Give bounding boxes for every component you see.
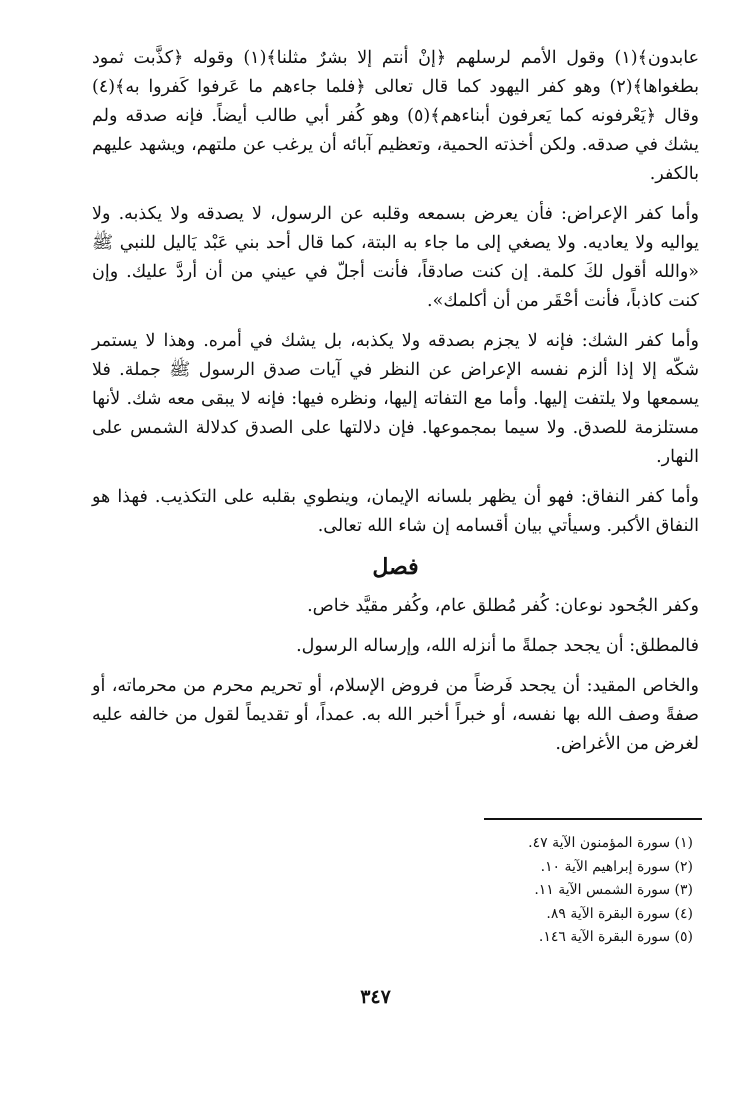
paragraph-muqayyad: والخاص المقيد: أن يجحد فَرضاً من فروض الإسلام، أو تحريم محرم من محرماته، أو صفةً وصف الله بها نفسه، أو خبراً أخبر الله به. عمداً، أو تقديماً لقول من خالفه عليه لغرض من الأغراض. (92, 676, 699, 754)
footnote-2: (٢) سورة إبراهيم الآية ١٠. (540, 858, 693, 875)
page-number: ٣٤٧ (360, 986, 391, 1008)
footnote-divider (484, 818, 702, 820)
footnote-5: (٥) سورة البقرة الآية ١٤٦. (538, 929, 693, 945)
footnotes (393, 832, 693, 950)
paragraph-kufr-iraad: وأما كفر الإعراض: فأن يعرض بسمعه وقلبه عن الرسول، لا يصدقه ولا يكذبه. ولا يواليه ولا يعاديه. ولا يصغي إلى ما جاء به البتة، كما قال أحد بني عَبْد يَاليل للنبي ﷺ «والله أقول لكَ كلمة. إن كنت صادقاً، فأنت أجلّ في عيني من أن أردَّ عليك. وإن كنت كاذباً، فأنت أحْقَر من أن أكلمك». (92, 204, 699, 311)
paragraph-kufr-nifaq: وأما كفر النفاق: فهو أن يظهر بلسانه الإيمان، وينطوي بقلبه على التكذيب. فهذا هو النفاق الأكبر. وسيأتي بيان أقسامه إن شاء الله تعالى. (92, 487, 699, 536)
paragraph-opening: عابدون﴾(١) وقول الأمم لرسلهم ﴿إنْ أنتم إلا بشرٌ مثلنا﴾(١) وقوله ﴿كذَّبت ثمود بطغواها﴾(٢) وهو كفر اليهود كما قال تعالى ﴿فلما جاءهم ما عَرفوا كَفروا به﴾(٤) وقال ﴿يَعْرفونه كما يَعرفون أبناءهم﴾(٥) وهو كُفر أبي طالب أيضاً. فإنه صدقه ولم يشك في صدقه. ولكن أخذته الحمية، وتعظيم آبائه أن يرغب عن ملتهم، ويشهد عليهم بالكفر. (92, 48, 700, 184)
footnote-3: (٣) سورة الشمس الآية ١١. (534, 882, 693, 898)
paragraph-kufr-shak: وأما كفر الشك: فإنه لا يجزم بصدقه ولا يكذبه، بل يشك في أمره. وهذا لا يستمر شكّه إلا إذا ألزم نفسه الإعراض عن النظر في آيات صدق الرسول ﷺ جملة. فلا يسمعها ولا يلتفت إليها. وأما مع التفاته إليها، ونظره فيها: فإنه لا يبقى معه شك. لأنها مستلزمة للصدق. ولا سيما بمجموعها. فإن دلالتها على الصدق كدلالة الشمس على النهار. (92, 331, 699, 467)
footnote-1: (١) سورة المؤمنون الآية ٤٧. (528, 835, 693, 851)
footnote-4: (٤) سورة البقرة الآية ٨٩. (546, 905, 693, 922)
paragraph-kufr-juhud: وكفر الجُحود نوعان: كُفر مُطلق عام، وكُفر مقيَّد خاص. (307, 596, 699, 616)
section-heading: فصل (372, 554, 419, 580)
paragraph-mutlaq: فالمطلق: أن يجحد جملةً ما أنزله الله، وإرساله الرسول. (296, 636, 699, 656)
body-text (92, 44, 699, 770)
